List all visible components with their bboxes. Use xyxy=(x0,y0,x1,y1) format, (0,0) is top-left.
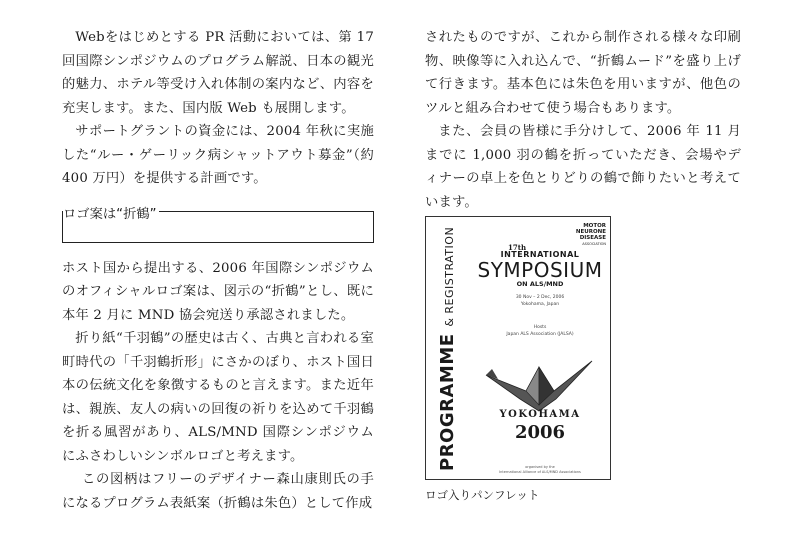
figure-caption: ロゴ入りパンフレット xyxy=(425,488,540,502)
section-heading: ロゴ案は“折鶴” xyxy=(63,206,157,222)
host: Japan ALS Association (JALSA) xyxy=(506,332,574,337)
brochure-footer xyxy=(474,465,606,475)
brochure-image xyxy=(425,216,611,480)
paragraph: Webをはじめとする PR 活動においては、第 17 回国際シンポジウムのプログラム解説、日本の観光的魅力、ホテル等受け入れ体制の案内など、内容を充実します。また、国内版 Web も展開します。 xyxy=(62,30,374,116)
paragraph: サポートグラントの資金には、2004 年秋に実施した“ルー・ゲーリック病シャットアウト募金”（約 400 万円）を提供する計画です。 xyxy=(62,124,374,186)
host-label: Hosts xyxy=(533,325,547,330)
symposium-subtitle: ON ALS/MND xyxy=(516,280,564,288)
symposium-title: SYMPOSIUM xyxy=(477,258,603,282)
city: YOKOHAMA xyxy=(499,409,581,420)
paragraph: この図柄はフリーのデザイナー森山康則氏の手になるプログラム表紙案（折鶴は朱色）として作成 xyxy=(62,472,374,511)
venue: Yokohama, Japan xyxy=(520,302,560,307)
paragraph: されたものですが、これから制作される様々な印刷物、映像等に入れ込んで、“折鶴ムード”を盛り上げて行きます。基本色には朱色を用いますが、他色のツルと組み合わせて使う場合もあります。 xyxy=(425,30,741,116)
section-heading-box xyxy=(62,206,374,243)
registration-text: & REGISTRATION xyxy=(443,226,456,327)
programme-text: PROGRAMME xyxy=(437,333,458,471)
dates: 30 Nov – 2 Dec, 2006 xyxy=(515,295,565,300)
paragraph: 折り紙“千羽鶴”の歴史は古く、古典と言われる室町時代の「千羽鶴折形」にさかのぼり、ホスト国日本の伝統文化を象徴するものと言えます。また近年は、親族、友人の病いの回復の祈りを込めて千羽鶴を折る風習があり、ALS/MND 国際シンポジウムにふさわしいシンボルロゴと考えます。 xyxy=(62,331,374,464)
year: 2006 xyxy=(514,422,566,443)
footer-text: International Alliance of ALS/MND Associations xyxy=(499,470,581,474)
international-text: INTERNATIONAL xyxy=(500,250,580,259)
edition: 17th xyxy=(508,243,527,252)
mnd-association-logo xyxy=(576,223,606,247)
logo-text: MOTOR xyxy=(583,223,606,229)
logo-text: ASSOCIATION xyxy=(582,242,606,246)
logo-text: DISEASE xyxy=(579,235,606,241)
origami-crane-icon xyxy=(484,355,594,413)
footer-text: organised by the xyxy=(525,465,555,469)
paragraph: また、会員の皆様に手分けして、2006 年 11 月までに 1,000 羽の鶴を折っていただき、会場やディナーの卓上を色とりどりの鶴で飾りたいと考えています。 xyxy=(425,124,741,210)
right-column xyxy=(425,26,741,214)
logo-text: NEURONE xyxy=(575,229,606,235)
left-column xyxy=(62,26,374,515)
paragraph: ホスト国から提出する、2006 年国際シンポジウムのオフィシャルロゴ案は、図示の“折鶴”とし、既に本年 2 月に MND 協会宛送り承認されました。 xyxy=(62,260,374,323)
brochure-side-title xyxy=(428,227,468,477)
